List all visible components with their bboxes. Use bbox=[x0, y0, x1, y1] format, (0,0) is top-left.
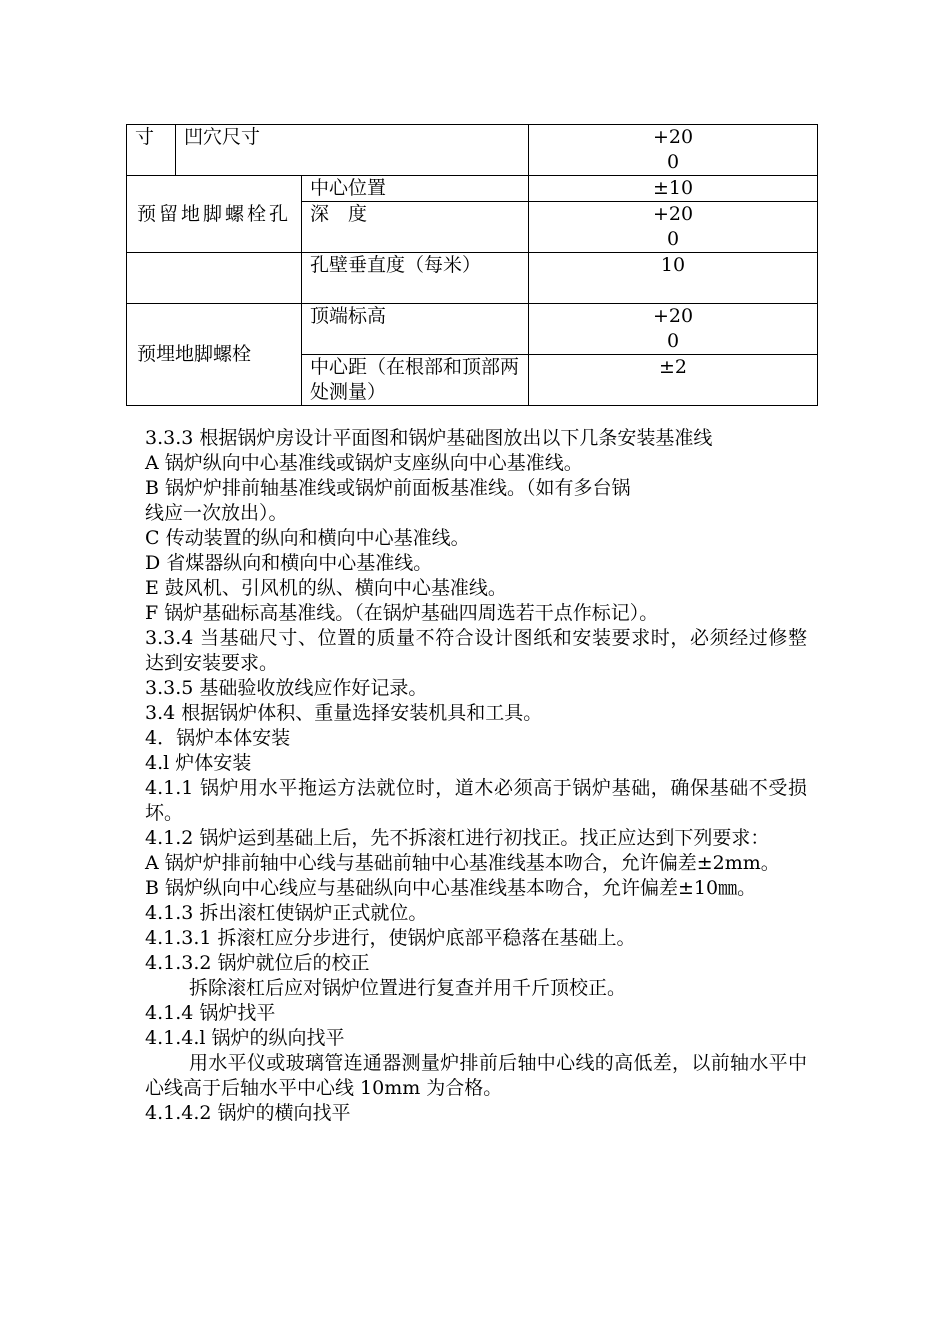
table-cell-item bbox=[302, 176, 529, 202]
paragraph: D 省煤器纵向和横向中心基准线。 bbox=[145, 552, 433, 574]
table-cell-group-label bbox=[127, 304, 302, 406]
table-cell-recess-size bbox=[176, 125, 529, 176]
value-line: +20 bbox=[652, 126, 694, 148]
paragraph: 4.1.3.1 拆滚杠应分步进行，使锅炉底部平稳落在基础上。 bbox=[145, 927, 636, 949]
value-line: 0 bbox=[666, 151, 680, 173]
tolerance-table bbox=[126, 124, 818, 406]
cell-text: ±2 bbox=[659, 356, 688, 378]
paragraph: 4.1.4.l 锅炉的纵向找平 bbox=[145, 1027, 345, 1049]
cell-text: 10 bbox=[660, 254, 686, 276]
cell-text: 深 度 bbox=[310, 203, 368, 225]
paragraph: 3.3.4 当基础尺寸、位置的质量不符合设计图纸和安装要求时，必须经过修整达到安装要求。 bbox=[145, 627, 807, 674]
subsection-heading: 4.l 炉体安装 bbox=[145, 752, 252, 774]
table-cell-value bbox=[529, 304, 818, 355]
cell-text: 孔壁垂直度（每米） bbox=[310, 254, 482, 276]
table-cell-item bbox=[302, 253, 529, 304]
paragraph: 用水平仪或玻璃管连通器测量炉排前后轴中心线的高低差，以前轴水平中心线高于后轴水平中心线 10mm 为合格。 bbox=[145, 1052, 807, 1099]
table-cell-group-label bbox=[127, 176, 302, 253]
group-label: 预留地脚螺栓孔 bbox=[137, 202, 292, 225]
cell-text: 顶端标高 bbox=[310, 305, 387, 327]
paragraph: 3.3.3 根据锅炉房设计平面图和锅炉基础图放出以下几条安装基准线 bbox=[145, 427, 713, 449]
paragraph: 4.1.4 锅炉找平 bbox=[145, 1002, 276, 1024]
group-label: 预埋地脚螺栓 bbox=[137, 343, 252, 365]
value-line: +20 bbox=[652, 305, 694, 327]
table-cell-value bbox=[529, 176, 818, 202]
value-line: +20 bbox=[652, 203, 694, 225]
paragraph: 线应一次放出）。 bbox=[145, 502, 288, 524]
table-cell-value bbox=[529, 202, 818, 253]
paragraph: 4.1.3 拆出滚杠使锅炉正式就位。 bbox=[145, 902, 428, 924]
paragraph: E 鼓风机、引风机的纵、横向中心基准线。 bbox=[145, 577, 507, 599]
paragraph: 4.1.3.2 锅炉就位后的校正 bbox=[145, 952, 370, 974]
paragraph: 3.4 根据锅炉体积、重量选择安装机具和工具。 bbox=[145, 702, 543, 724]
paragraph: B 锅炉纵向中心线应与基础纵向中心基准线基本吻合，允许偏差±10㎜。 bbox=[145, 877, 757, 899]
paragraph: F 锅炉基础标高基准线。（在锅炉基础四周选若干点作标记）。 bbox=[145, 602, 659, 624]
body-text bbox=[145, 426, 807, 1126]
cell-text: 寸 bbox=[135, 126, 155, 148]
table-cell-item bbox=[302, 355, 529, 406]
cell-text: 凹穴尺寸 bbox=[184, 126, 261, 148]
table-row bbox=[127, 125, 818, 176]
table-cell-value bbox=[529, 125, 818, 176]
value-line: 0 bbox=[666, 330, 680, 352]
section-heading: 4．锅炉本体安装 bbox=[145, 727, 291, 749]
cell-text: 中心距（在根部和顶部两处测量） bbox=[310, 356, 520, 403]
paragraph: A 锅炉纵向中心基准线或锅炉支座纵向中心基准线。 bbox=[145, 452, 583, 474]
paragraph: 3.3.5 基础验收放线应作好记录。 bbox=[145, 677, 428, 699]
table-row bbox=[127, 253, 818, 304]
table-cell-size-label bbox=[127, 125, 176, 176]
cell-text: ±10 bbox=[652, 177, 694, 199]
paragraph: 4.1.1 锅炉用水平拖运方法就位时，道木必须高于锅炉基础，确保基础不受损坏。 bbox=[145, 777, 807, 824]
paragraph: 拆除滚杠后应对锅炉位置进行复查并用千斤顶校正。 bbox=[189, 977, 627, 999]
table-cell-empty bbox=[127, 253, 302, 304]
table-cell-item bbox=[302, 202, 529, 253]
paragraph: A 锅炉炉排前轴中心线与基础前轴中心基准线基本吻合，允许偏差±2mm。 bbox=[145, 852, 780, 874]
table-cell-value bbox=[529, 253, 818, 304]
cell-text: 中心位置 bbox=[310, 177, 387, 199]
table-cell-item bbox=[302, 304, 529, 355]
paragraph: 4.1.4.2 锅炉的横向找平 bbox=[145, 1102, 351, 1124]
paragraph: 4.1.2 锅炉运到基础上后，先不拆滚杠进行初找正。找正应达到下列要求： bbox=[145, 827, 770, 849]
table-row bbox=[127, 304, 818, 355]
table-cell-value bbox=[529, 355, 818, 406]
paragraph: C 传动装置的纵向和横向中心基准线。 bbox=[145, 527, 470, 549]
paragraph: B 锅炉炉排前轴基准线或锅炉前面板基准线。（如有多台锅 bbox=[145, 477, 631, 499]
value-line: 0 bbox=[666, 228, 680, 250]
table-row bbox=[127, 176, 818, 202]
